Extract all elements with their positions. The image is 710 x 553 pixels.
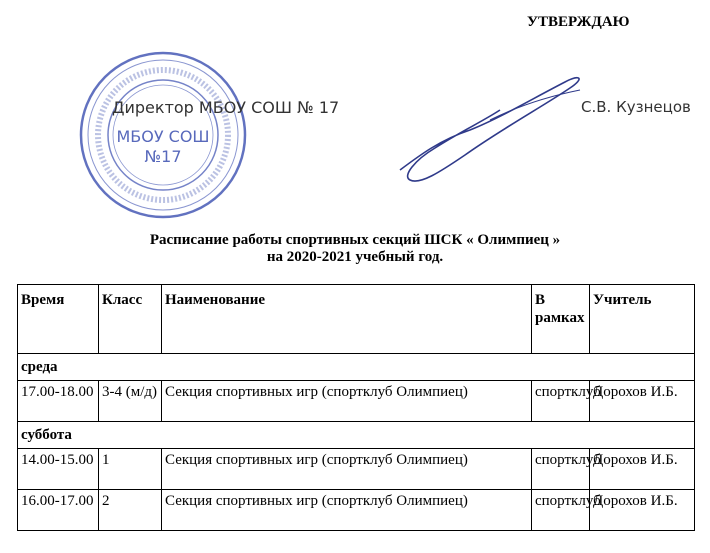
cell-name: Секция спортивных игр (спортклуб Олимпиец)	[162, 490, 532, 531]
cell-name: Секция спортивных игр (спортклуб Олимпиец)	[162, 381, 532, 422]
cell-time: 17.00-18.00	[18, 381, 99, 422]
cell-time: 16.00-17.00	[18, 490, 99, 531]
seal-stamp	[78, 50, 248, 220]
cell-teacher: Дорохов И.Б.	[590, 449, 695, 490]
cell-name: Секция спортивных игр (спортклуб Олимпиец)	[162, 449, 532, 490]
signer-name: С.В. Кузнецов	[581, 98, 691, 116]
header-teacher: Учитель	[590, 285, 695, 354]
cell-class: 3-4 (м/д)	[99, 381, 162, 422]
day-row	[18, 354, 695, 381]
table-row	[18, 381, 695, 422]
table-row	[18, 490, 695, 531]
table-row	[18, 449, 695, 490]
signature	[380, 60, 590, 190]
stamp-text-line2: №17	[144, 147, 182, 166]
header-name: Наименование	[162, 285, 532, 354]
cell-within: спортклуб	[532, 381, 590, 422]
header-within: В рамках	[532, 285, 590, 354]
day-label: среда	[18, 354, 695, 381]
director-label: Директор МБОУ СОШ № 17	[112, 98, 340, 117]
document-subtitle: на 2020-2021 учебный год.	[266, 249, 444, 265]
table-header-row	[18, 285, 695, 354]
day-row	[18, 422, 695, 449]
cell-class: 1	[99, 449, 162, 490]
cell-class: 2	[99, 490, 162, 531]
cell-within: спортклуб	[532, 490, 590, 531]
cell-time: 14.00-15.00	[18, 449, 99, 490]
header-class: Класс	[99, 285, 162, 354]
cell-teacher: Дорохов И.Б.	[590, 381, 695, 422]
document-title: Расписание работы спортивных секций ШСК « Олимпиец »	[149, 232, 561, 248]
day-label: суббота	[18, 422, 695, 449]
header-time: Время	[18, 285, 99, 354]
cell-within: спортклуб	[532, 449, 590, 490]
stamp-text-line1: МБОУ СОШ	[116, 127, 210, 146]
cell-teacher: Дорохов И.Б.	[590, 490, 695, 531]
approve-heading: УТВЕРЖДАЮ	[527, 14, 630, 30]
schedule-table	[17, 284, 695, 531]
